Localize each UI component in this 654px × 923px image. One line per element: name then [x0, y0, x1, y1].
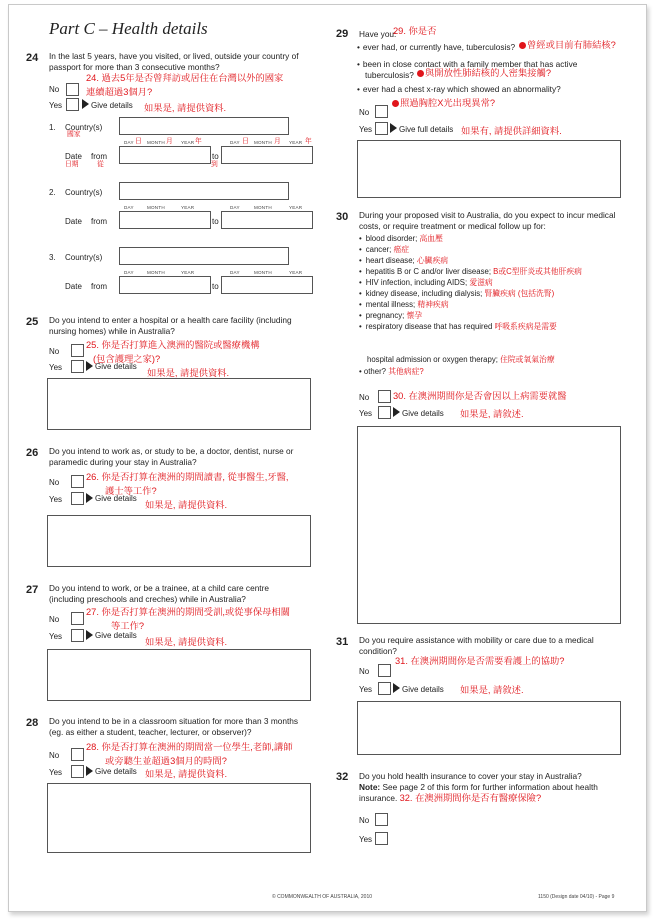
q24-entry3-country-input[interactable]: [119, 247, 289, 265]
q24-entry1-country-input[interactable]: [119, 117, 289, 135]
q26-no-checkbox[interactable]: [71, 475, 84, 488]
q24-entry3-label: 3.: [49, 253, 56, 262]
q24-entry1-label: 1.: [49, 123, 56, 132]
q30-condition-en: hepatitis B or C and/or liver disease;: [365, 267, 491, 276]
q24-yes-label: Yes: [49, 101, 63, 110]
q24-entry2-to-date-input[interactable]: [221, 211, 313, 229]
q30-condition-zh: 腎臟疾病 (包括洗腎): [484, 289, 555, 298]
q25-zh-details: 如果是, 請提供資料.: [147, 368, 230, 378]
arrow-right-icon: [86, 493, 93, 503]
q24-entry3-to-date-input[interactable]: [221, 276, 313, 294]
q32-question: Do you hold health insurance to cover your stay in Australia?: [359, 771, 582, 781]
q30-condition-en: pregnancy;: [365, 311, 405, 320]
q29-number: 29: [336, 28, 349, 40]
q25-number: 25: [26, 316, 39, 328]
q30-condition-zh: 呼吸系疾病是需要: [494, 322, 557, 331]
q31-no-checkbox[interactable]: [378, 664, 391, 677]
q29-bullet1-zh: 曾經或目前有肺結核?: [527, 40, 616, 50]
red-dot-icon: [392, 100, 399, 107]
red-dot-icon: [417, 70, 424, 77]
q27-zh-line2: 等工作?: [111, 621, 145, 631]
q28-yes-checkbox[interactable]: [71, 765, 84, 778]
q30-condition-item: [359, 299, 582, 310]
q31-details-textarea[interactable]: [357, 701, 621, 755]
q29-details-textarea[interactable]: [357, 140, 621, 198]
q24-zh-line2: 連續超過3個月?: [86, 87, 153, 97]
footer-copyright: © COMMONWEALTH OF AUSTRALIA, 2010: [272, 894, 372, 900]
q32-zh-question: 32. 在澳洲期間你是否有醫療保險?: [399, 792, 542, 803]
q30-condition-zh: B或C型肝炎或其他肝疾病: [493, 267, 582, 276]
footer-page: 1150 (Design date 04/10) - Page 9: [538, 894, 615, 900]
q29-zh-details: 如果有, 請提供詳細資料.: [461, 126, 562, 136]
q30-item-cont-zh: 住院或氧氣治療: [500, 355, 555, 364]
q27-number: 27: [26, 584, 39, 596]
q24-entry1-to-date-input[interactable]: [221, 146, 313, 164]
form-page: Part C – Health details 24 In the last 5 years, have you visited, or lived, outside your country of passport for more than 3 consecutive months? 24. 過去5年是否曾拜訪或居住在台灣以外的國家 連續超過3個月? No Yes Give details 如果是, 請提供資料. 1. Country(s) 國家 DAY 日 MONTH 月 YEAR 年 DAY 日 MONTH 月 YEAR 年 Date 日期 from 從 to 到 2. Country(s) DAY MONTH YEAR DAY MONTH YEAR Date from to 3. Country(s) DAY MONTH YEAR DAY MONTH YEAR Date from to 25 Do you intend to enter a hospital or a health care facility (including nursing homes) while in Australia? No 25. 你是否打算進入澳洲的醫院或醫療機構 (包含護理之家)? Yes Give details 如果是, 請提供資料. 26 Do you intend to work as, or study to be, a doctor, dentist, nurse or paramedic during your stay in Australia? No 26. 你是否打算在澳洲的期間讀書, 從事醫生,牙醫, 護士等工作? Yes Give details 如果是, 請提供資料. 27 Do you intend to work, or be a trainee, at a child care centre (including preschools and creches) while in Australia? No 27. 你是否打算在澳洲的期間受訓,或從事保母相關 等工作? Yes Give details 如果是, 請提供資料. 28 Do you intend to be in a classroom situation for more than 3 months (eg. as either a student, teacher, lecturer, or observer)? No 28. 你是否打算在澳洲的期間當一位學生,老師,講師 或旁聽生並超過3個月的時間? Yes Give details 如果是, 請提供資料. 29 Have you: 29. 你是否 • ever had, or currently have, tuberculosis? 曾經或目前有肺結核? • been in close contact with a family member that has active tuberculosis? 與開放性肺結核的人密集接觸? • ever had a chest x-ray which showed an abnormality? 照過胸腔X光出現異常? No Yes Give full details 如果有, 請提供詳細資料. 30 During your proposed visit to Australia, do you expect to incur medical costs, or require treatment or medical follow up for: • blood disorder; 高血壓 • cancer; 癌症 • heart disease; 心臟疾病 • hepatitis B or C and/or liver disease; B或C型肝炎或其他肝疾病 • HIV infection, including AIDS; 愛滋病 • kidney disease, including dialysis; 腎臟疾病 (包括洗腎) • mental illness; 精神疾病 • pregnancy; 懷孕 • respiratory disease that has required 呼吸系疾病是需要 hospital admission or oxygen therapy; 住院或氧氣治療 • other? 其他病症? No 30. 在澳洲期間你是否會因以上病需要就醫 Yes Give details 如果是, 請敘述. 31 Do you require assistance with mobility or care due to a medical condition? No 31. 在澳洲期間你是否需要看護上的協助? Yes Give details 如果是, 請敘述. 32 Do you hold health insurance to cover your stay in Australia? Note: See page 2 of this form for further information about health insurance. 32. 在澳洲期間你是否有醫療保險? No Yes © COMMONWEALTH OF AUSTRALIA, 2010 1150 (Design date 04/10) - Page 9: [8, 4, 647, 912]
q25-no-checkbox[interactable]: [71, 344, 84, 357]
q31-zh-question: 31. 在澳洲期間你是否需要看護上的協助?: [395, 656, 565, 666]
q30-condition-item: [359, 244, 582, 255]
q30-condition-zh: 高血壓: [419, 234, 443, 243]
q26-number: 26: [26, 447, 39, 459]
q29-no-checkbox[interactable]: [375, 105, 388, 118]
q32-note: See page 2 of this form for further information about health insurance.: [359, 782, 598, 803]
q31-number: 31: [336, 636, 349, 648]
q29-zh-title: 29. 你是否: [393, 26, 437, 36]
arrow-right-icon: [393, 683, 400, 693]
q25-question: Do you intend to enter a hospital or a health care facility (including nursing homes) while in Australia?: [49, 315, 292, 336]
q30-condition-item: [359, 288, 582, 299]
q30-condition-zh: 心臟疾病: [416, 256, 449, 265]
q30-condition-en: cancer;: [365, 245, 392, 254]
q30-details-textarea[interactable]: [357, 426, 621, 624]
q24-number: 24: [26, 52, 39, 64]
q32-number: 32: [336, 771, 349, 783]
q24-entry1-country-label: Country(s): [65, 123, 103, 132]
q30-condition-zh: 精神疾病: [417, 300, 449, 309]
q24-no-checkbox[interactable]: [66, 83, 79, 96]
red-dot-icon: [519, 42, 526, 49]
q27-zh-line1: 27. 你是否打算在澳洲的期間受訓,或從事保母相關: [86, 607, 291, 617]
q26-zh-line2: 護士等工作?: [105, 486, 157, 496]
q24-entry1-date-label: Date: [65, 152, 82, 161]
q24-yes-checkbox[interactable]: [66, 98, 79, 111]
q24-entry3-country-label: Country(s): [65, 253, 103, 262]
q32-yes-checkbox[interactable]: [375, 832, 388, 845]
q31-zh-details: 如果是, 請敘述.: [460, 685, 524, 695]
q25-yes-checkbox[interactable]: [71, 360, 84, 373]
q29-bullet3-zh: 照過胸腔X光出現異常?: [400, 98, 496, 108]
q24-question: In the last 5 years, have you visited, or lived, outside your country of passport for more than 3 consecutive months?: [49, 51, 299, 72]
q30-conditions-list: [359, 233, 582, 332]
q30-condition-en: respiratory disease that has required: [365, 322, 493, 331]
q30-condition-item: [359, 255, 582, 266]
q30-question: During your proposed visit to Australia, do you expect to incur medical costs, or require treatment or medical follow up for:: [359, 210, 616, 231]
arrow-right-icon: [86, 630, 93, 640]
section-title: Part C – Health details: [49, 19, 208, 38]
arrow-right-icon: [82, 99, 89, 109]
q28-zh-line1: 28. 你是否打算在澳洲的期間當一位學生,老師,講師: [86, 742, 293, 752]
q30-number: 30: [336, 211, 349, 223]
q30-condition-item: [359, 233, 582, 244]
q30-no-checkbox[interactable]: [378, 390, 391, 403]
q29-bullet2b: tuberculosis?: [365, 70, 414, 80]
arrow-right-icon: [393, 407, 400, 417]
q27-question: Do you intend to work, or be a trainee, at a child care centre (including preschools and creches) while in Australia?: [49, 583, 269, 604]
q30-condition-en: blood disorder;: [365, 234, 418, 243]
q28-no-checkbox[interactable]: [71, 748, 84, 761]
q25-zh-line2: (包含護理之家)?: [93, 354, 161, 364]
q26-zh-line1: 26. 你是否打算在澳洲的期間讀書, 從事醫生,牙醫,: [86, 472, 289, 482]
q30-zh-details: 如果是, 請敘述.: [460, 409, 524, 419]
q24-no-label: No: [49, 85, 60, 94]
q24-entry2-label: 2.: [49, 188, 56, 197]
q28-zh-details: 如果是, 請提供資料.: [145, 769, 228, 779]
q30-other-zh: 其他病症?: [388, 367, 424, 376]
q30-condition-zh: 癌症: [393, 245, 410, 254]
q30-yes-checkbox[interactable]: [378, 406, 391, 419]
q24-entry1-from-day: DAY: [124, 140, 134, 145]
q27-yes-checkbox[interactable]: [71, 629, 84, 642]
q29-bullet1: • ever had, or currently have, tuberculosis?: [357, 42, 515, 53]
q25-zh-line1: 25. 你是否打算進入澳洲的醫院或醫療機構: [86, 340, 260, 350]
q26-yes-checkbox[interactable]: [71, 492, 84, 505]
q25-details-textarea[interactable]: [47, 378, 311, 430]
q24-entry2-country-input[interactable]: [119, 182, 289, 200]
q24-zh-details: 如果是, 請提供資料.: [144, 103, 227, 113]
q28-question: Do you intend to be in a classroom situation for more than 3 months (eg. as either a student, teacher, lecturer, or observer)?: [49, 716, 299, 737]
q30-condition-zh: 愛滋病: [469, 278, 493, 287]
q27-no-checkbox[interactable]: [71, 612, 84, 625]
q26-details-textarea[interactable]: [47, 515, 311, 567]
q24-zh-line1: 24. 過去5年是否曾拜訪或居住在台灣以外的國家: [86, 73, 284, 83]
q32-no-checkbox[interactable]: [375, 813, 388, 826]
q30-condition-item: [359, 310, 582, 321]
q30-condition-item: [359, 266, 582, 277]
q30-condition-en: HIV infection, including AIDS;: [365, 278, 468, 287]
q32-note-label: Note:: [359, 782, 381, 792]
q30-condition-en: mental illness;: [365, 300, 416, 309]
arrow-right-icon: [86, 361, 93, 371]
q30-condition-zh: 懷孕: [406, 311, 423, 320]
q30-other-en: other?: [363, 367, 387, 376]
q30-condition-item: [359, 321, 582, 332]
q26-zh-details: 如果是, 請提供資料.: [145, 500, 228, 510]
q24-entry1-from-date-input[interactable]: [119, 146, 211, 164]
q30-condition-item: [359, 277, 582, 288]
q24-entry2-country-label: Country(s): [65, 188, 103, 197]
q31-yes-checkbox[interactable]: [378, 682, 391, 695]
q24-give-details: Give details: [91, 101, 133, 110]
q31-question: Do you require assistance with mobility or care due to a medical condition?: [359, 635, 594, 656]
q24-entry3-from-date-input[interactable]: [119, 276, 211, 294]
q30-zh-question: 30. 在澳洲期間你是否會因以上病需要就醫: [393, 391, 567, 401]
q24-entry2-from-date-input[interactable]: [119, 211, 211, 229]
q26-question: Do you intend to work as, or study to be, a doctor, dentist, nurse or paramedic during your stay in Australia?: [49, 446, 294, 467]
q24-entry1-country-zh: 國家: [67, 131, 81, 138]
q29-question: Have you:: [359, 29, 397, 39]
q27-zh-details: 如果是, 請提供資料.: [145, 637, 228, 647]
q29-bullet2-zh: 與開放性肺結核的人密集接觸?: [425, 68, 552, 78]
q30-condition-en: heart disease;: [365, 256, 415, 265]
q28-details-textarea[interactable]: [47, 783, 311, 853]
q29-bullet2a: • been in close contact with a family member that has active: [357, 59, 577, 70]
q30-item-cont-en: hospital admission or oxygen therapy;: [367, 355, 498, 364]
q28-zh-line2: 或旁聽生並超過3個月的時間?: [105, 756, 227, 766]
arrow-right-icon: [86, 766, 93, 776]
q29-bullet3: • ever had a chest x-ray which showed an abnormality?: [357, 84, 561, 95]
q30-condition-en: kidney disease, including dialysis;: [365, 289, 483, 298]
q27-details-textarea[interactable]: [47, 649, 311, 701]
q29-yes-checkbox[interactable]: [375, 122, 388, 135]
arrow-right-icon: [390, 123, 397, 133]
q28-number: 28: [26, 717, 39, 729]
